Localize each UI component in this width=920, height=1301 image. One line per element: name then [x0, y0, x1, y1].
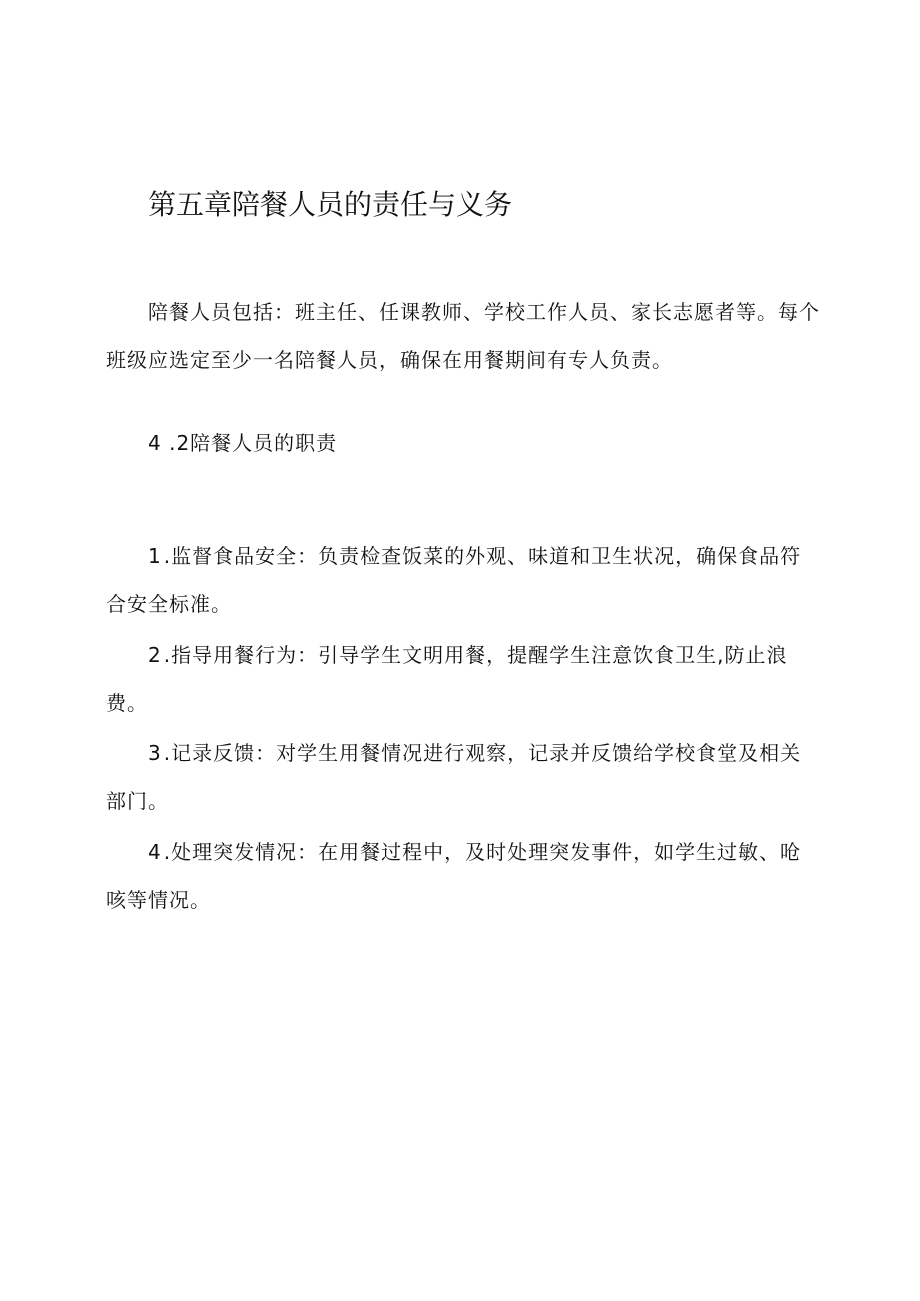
duty-text: .处理突发情况：在用餐过程中，及时处理突发事件，如学生过敏、呛咳等情况。 — [106, 840, 802, 912]
duty-item-4 — [106, 828, 822, 924]
chapter-title: 第五章陪餐人员的责任与义务 — [148, 187, 513, 221]
duty-item-2 — [106, 631, 822, 727]
duty-number: 4 — [148, 840, 162, 864]
duty-item-1 — [106, 532, 822, 628]
duty-text: .指导用餐行为：引导学生文明用餐，提醒学生注意饮食卫生,防止浪费。 — [106, 643, 788, 715]
intro-paragraph: 陪餐人员包括：班主任、任课教师、学校工作人员、家长志愿者等。每个班级应选定至少一名陪餐人员，确保在用餐期间有专人负责。 — [106, 300, 820, 372]
duty-text: .记录反馈：对学生用餐情况进行观察，记录并反馈给学校食堂及相关部门。 — [106, 741, 802, 813]
duty-item-3 — [106, 729, 822, 825]
duty-number: 3 — [148, 741, 162, 765]
duty-number: 1 — [148, 544, 162, 568]
section-heading: 4 .2陪餐人员的职责 — [148, 431, 338, 455]
duty-number: 2 — [148, 643, 162, 667]
duty-text: .监督食品安全：负责检查饭菜的外观、味道和卫生状况，确保食品符合安全标准。 — [106, 544, 802, 616]
